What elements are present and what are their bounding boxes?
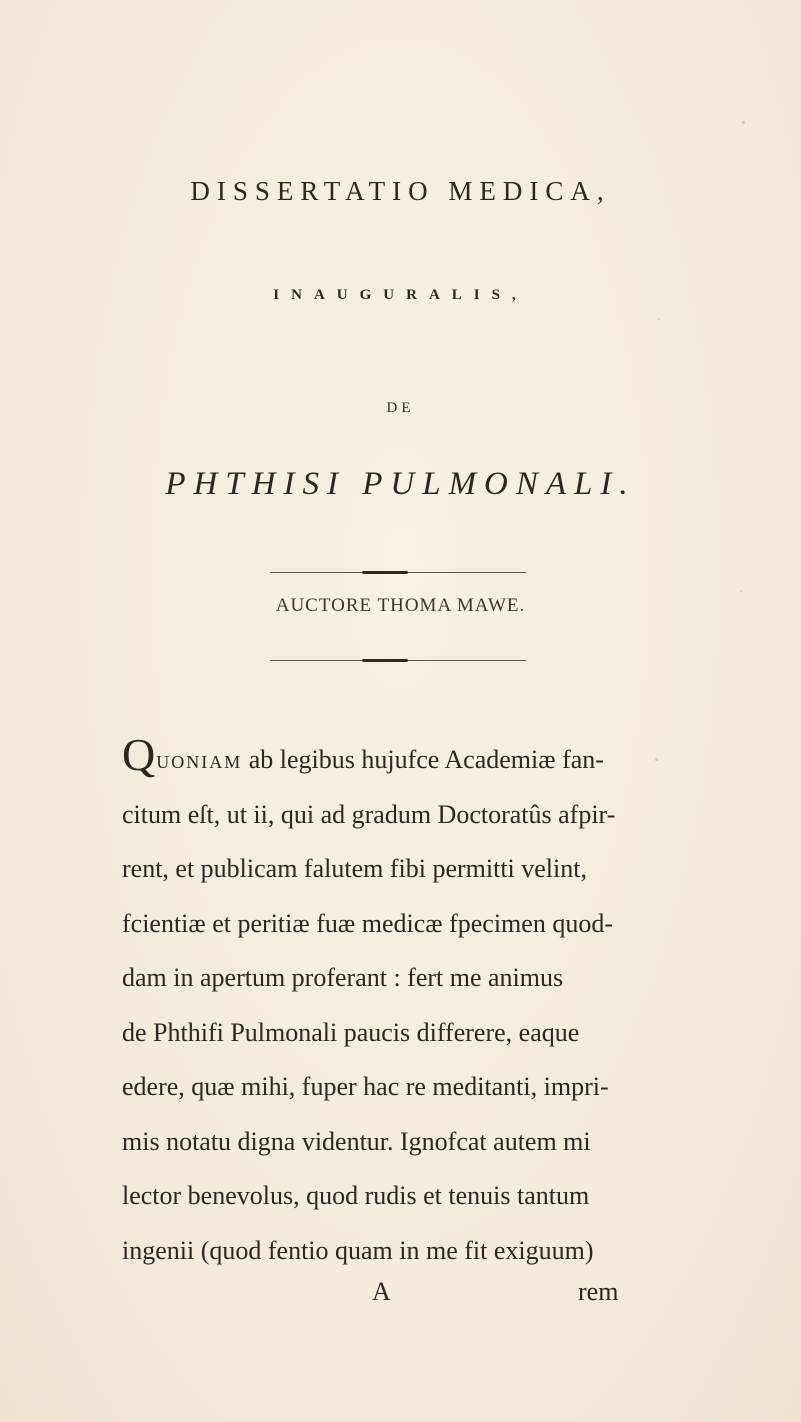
body-line xyxy=(122,1120,632,1175)
body-line xyxy=(122,1065,632,1120)
body-line-text: de Phthifi Pulmonali paucis differere, eaque xyxy=(122,1017,580,1047)
body-line-text: ingenii (quod fentio quam in me fit exiguum) xyxy=(122,1235,594,1265)
drop-cap: Q xyxy=(122,729,156,780)
bottom-divider-rule xyxy=(270,660,526,661)
first-word-small-caps: UONIAM xyxy=(156,752,243,772)
body-line-text: citum eſt, ut ii, qui ad gradum Doctoratûs afpir- xyxy=(122,799,616,829)
preposition-de: DE xyxy=(386,400,415,416)
body-line xyxy=(122,1011,632,1066)
dissertation-subtitle: INAUGURALIS, xyxy=(273,287,528,303)
body-paragraph xyxy=(122,729,632,1283)
body-line-text: lector benevolus, quod rudis et tenuis tantum xyxy=(122,1181,590,1210)
body-line-text: mis notatu digna videntur. Ignofcat autem mi xyxy=(122,1126,591,1156)
body-line-text: ab legibus hujufce Academiæ fan- xyxy=(242,745,604,774)
dissertation-title: DISSERTATIO MEDICA, xyxy=(190,176,611,206)
body-line-text: edere, quæ mihi, fuper hac re meditanti, impri- xyxy=(122,1072,609,1101)
body-line xyxy=(122,1229,632,1284)
paper-speck xyxy=(742,121,745,124)
body-line xyxy=(122,902,632,957)
body-line-text: fcientiæ et peritiæ fuæ medicæ fpecimen quod- xyxy=(122,908,613,938)
paper-speck xyxy=(655,758,658,761)
top-divider-rule xyxy=(270,572,526,573)
body-line xyxy=(122,729,632,793)
signature-mark: A xyxy=(372,1277,391,1306)
author-line: AUCTORE THOMA MAWE. xyxy=(275,595,526,616)
body-line xyxy=(122,956,632,1011)
page-footer xyxy=(0,1277,801,1317)
body-line xyxy=(122,793,632,848)
paper-speck xyxy=(740,590,742,592)
paper-speck xyxy=(658,318,660,320)
body-line-text: dam in apertum proferant : fert me animus xyxy=(122,963,564,992)
body-line-text: rent, et publicam falutem fibi permitti velint, xyxy=(122,854,587,883)
dissertation-subject: PHTHISI PULMONALI. xyxy=(165,466,636,502)
body-line xyxy=(122,847,632,902)
body-line xyxy=(122,1174,632,1229)
catchword: rem xyxy=(578,1277,619,1306)
